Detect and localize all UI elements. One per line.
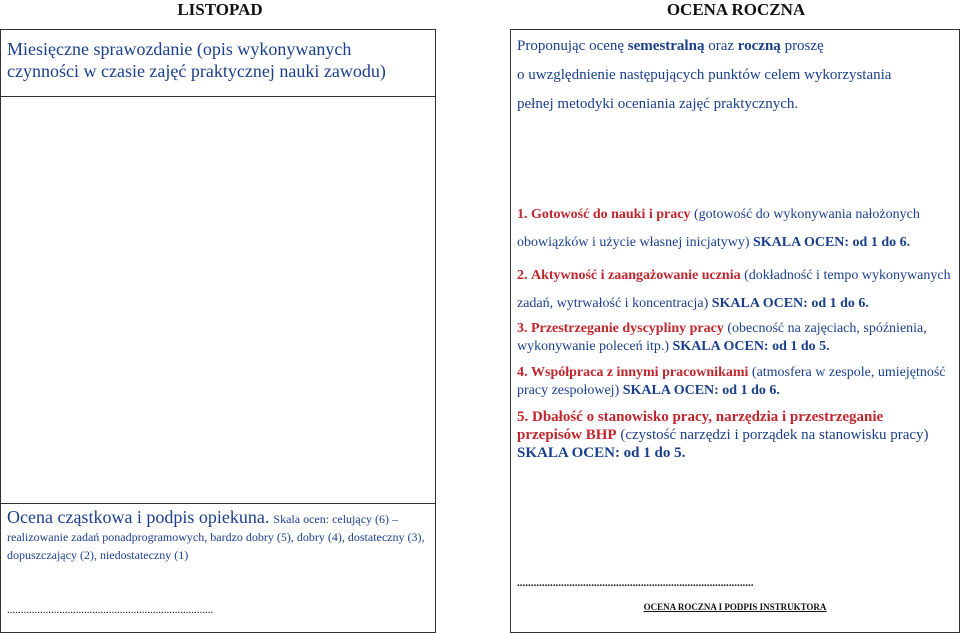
intro-line2: o uwzględnienie następujących punktów celem wykorzystania xyxy=(517,67,892,83)
assessment-scale: Skala ocen: celujący (6) – realizowanie zadań ponadprogramowych, bardzo dobry (5), dobry (4), dostateczny (3), dopuszczający (2), niedostateczny (1) xyxy=(7,512,425,562)
criterion-1-title: Gotowość do nauki i pracy xyxy=(531,207,691,222)
criterion-2-desc: (dokładność i tempo wykonywanych zadań, wytrwałość i koncentracja) xyxy=(517,268,951,311)
intro-part5: proszę xyxy=(784,38,824,54)
criterion-3-num: 3. xyxy=(517,321,528,336)
intro-annual: roczną xyxy=(737,38,781,54)
left-header: LISTOPAD xyxy=(177,0,263,19)
criterion-5-desc: (czystość narzędzi i porządek na stanowisku pracy) xyxy=(620,427,929,443)
intro-semester: semestralną xyxy=(627,38,705,54)
criterion-2-scale: SKALA OCEN: od 1 do 6. xyxy=(711,296,869,311)
criterion-5-title: Dbałość o stanowisko pracy, narzędzia i przestrzeganie przepisów BHP xyxy=(517,409,884,443)
report-title-box xyxy=(0,29,436,97)
criterion-2-title: Aktywność i zaangażowanie ucznia xyxy=(531,268,741,283)
annual-assessment-box xyxy=(510,29,960,633)
intro-part3: oraz xyxy=(708,38,735,54)
criterion-4-desc: (atmosfera w zespole, umiejętność pracy zespołowej) xyxy=(517,365,946,398)
report-area[interactable] xyxy=(0,96,436,504)
criterion-5-scale: SKALA OCEN: od 1 do 5. xyxy=(517,445,686,461)
criterion-4-title: Współpraca z innymi pracownikami xyxy=(531,365,749,380)
criterion-1-scale: SKALA OCEN: od 1 do 6. xyxy=(752,235,911,250)
criterion-4 xyxy=(517,364,953,400)
criterion-4-num: 4. xyxy=(517,365,528,380)
criterion-3-title: Przestrzeganie dyscypliny pracy xyxy=(531,321,724,336)
criterion-2 xyxy=(517,262,953,318)
criterion-3-scale: SKALA OCEN: od 1 do 5. xyxy=(672,339,830,354)
intro-text xyxy=(517,32,953,119)
report-title: Miesięczne sprawozdanie (opis wykonywanych czynności w czasie zajęć praktycznej nauki zawodu) xyxy=(7,39,386,81)
intro-part1: Proponując ocenę xyxy=(517,38,625,54)
criterion-1 xyxy=(517,201,953,257)
intro-line3: pełnej metodyki oceniania zajęć praktycznych. xyxy=(517,96,799,112)
signature-label: OCENA ROCZNA I PODPIS INSTRUKTORA xyxy=(643,602,827,612)
right-header: OCENA ROCZNA xyxy=(666,0,806,19)
criterion-4-scale: SKALA OCEN: od 1 do 6. xyxy=(622,383,780,398)
criterion-1-desc: (gotowość do wykonywania nałożonych obowiązków i użycie własnej inicjatywy) xyxy=(517,207,920,250)
signature-dots-right: ...................................................................................... xyxy=(517,577,754,589)
criterion-3 xyxy=(517,320,953,356)
signature-dots-left: ........................................................................... xyxy=(7,604,214,616)
criterion-1-num: 1. xyxy=(517,207,528,222)
criterion-5-num: 5. xyxy=(517,409,529,425)
criterion-2-num: 2. xyxy=(517,268,528,283)
assessment-title: Ocena cząstkowa i podpis opiekuna. xyxy=(7,507,270,527)
assessment-box xyxy=(0,503,436,633)
criterion-5 xyxy=(517,408,947,462)
criterion-3-desc: (obecność na zajęciach, spóźnienia, wykonywanie poleceń itp.) xyxy=(517,321,927,354)
